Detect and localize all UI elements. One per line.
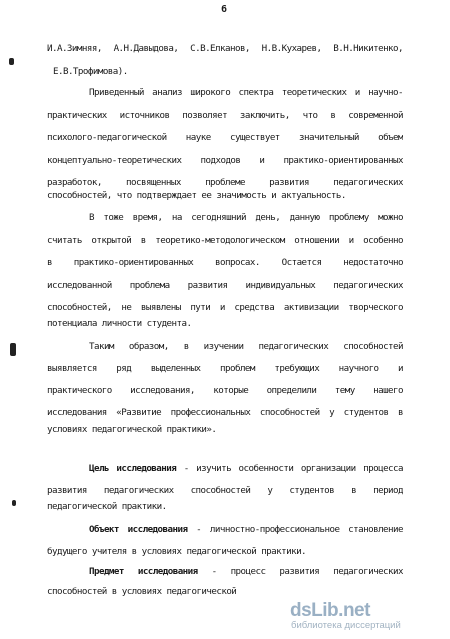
line-text: условиях педагогической практики». [47, 424, 217, 435]
bold-term: Объект исследования [89, 524, 188, 535]
text-line [47, 501, 403, 513]
text-line [47, 190, 403, 202]
text-line [47, 586, 403, 598]
text-line [47, 155, 403, 167]
text-line [89, 212, 403, 224]
line-text: способностей в условиях педагогической [47, 586, 237, 597]
text-line [47, 280, 403, 292]
text-line [47, 407, 403, 419]
line-text: способностей, что подтверждает ее значимость и актуальность. [47, 190, 346, 201]
bold-term: Цель исследования [89, 463, 177, 474]
text-line [47, 302, 403, 314]
watermark-subtitle: библиотека диссертаций [291, 620, 401, 631]
bold-term: Предмет исследования [89, 566, 198, 577]
text-line [47, 235, 403, 247]
text-line [89, 566, 403, 578]
line-text: практического исследования, которые определили тему нашего [47, 385, 403, 396]
line-text: исследования «Развитие профессиональных способностей у студентов в [47, 407, 403, 418]
text-line [47, 132, 403, 144]
text-line [47, 363, 403, 375]
text-line [89, 341, 403, 353]
text-line [47, 177, 403, 189]
page-number: 6 [221, 4, 228, 15]
line-text: практических источников позволяет заключить, что в современной [47, 110, 403, 121]
line-text: концептуально-теоретических подходов и практико-ориентированных [47, 155, 403, 166]
text-line [47, 110, 403, 122]
scan-mark [10, 343, 16, 356]
text-line [89, 87, 403, 99]
text-line [47, 485, 403, 497]
text-line [89, 463, 403, 475]
line-text: психолого-педагогической науке существует значительный объем [47, 132, 403, 143]
line-text: - процесс развития педагогических [197, 566, 403, 577]
line-text: разработок, посвященных проблеме развития педагогических [47, 177, 403, 188]
line-text: Таким образом, в изучении педагогических способностей [89, 341, 403, 352]
line-text: В тоже время, на сегодняшний день, данную проблему можно [89, 212, 403, 223]
text-line [47, 424, 403, 436]
line-text: И.А.Зимняя, А.Н.Давыдова, С.В.Елканов, Н.В.Кухарев, В.Н.Никитенко, [47, 43, 403, 54]
line-text: в практико-ориентированных вопросах. Остается недостаточно [47, 257, 403, 268]
scan-mark [12, 500, 16, 506]
line-text: будущего учителя в условиях педагогической практики. [47, 546, 307, 557]
line-text: - личностно-профессиональное становление [187, 524, 403, 535]
text-line [53, 66, 403, 78]
line-text: считать открытой в теоретико-методологическом отношении и особенно [47, 235, 403, 246]
scan-mark [9, 58, 14, 65]
line-text: педагогической практики. [47, 501, 167, 512]
text-line [47, 318, 403, 330]
line-text: развития педагогических способностей у студентов в период [47, 485, 403, 496]
line-text: способностей, не выявлены пути и средства активизации творческого [47, 302, 403, 313]
dslib-watermark [290, 601, 440, 631]
line-text: Приведенный анализ широкого спектра теоретических и научно- [89, 87, 403, 98]
line-text: потенциала личности студента. [47, 318, 192, 329]
line-text: выявляется ряд выделенных проблем требующих научного и [47, 363, 403, 374]
text-line [89, 524, 403, 536]
line-text: исследованной проблема развития индивидуальных педагогических [47, 280, 403, 291]
text-line [47, 546, 403, 558]
line-text: Е.В.Трофимова). [53, 66, 128, 77]
watermark-logo: dsLib.net [290, 600, 370, 621]
text-line [47, 257, 403, 269]
line-text: - изучить особенности организации процесса [176, 463, 403, 474]
text-line [47, 385, 403, 397]
text-line [47, 43, 403, 55]
